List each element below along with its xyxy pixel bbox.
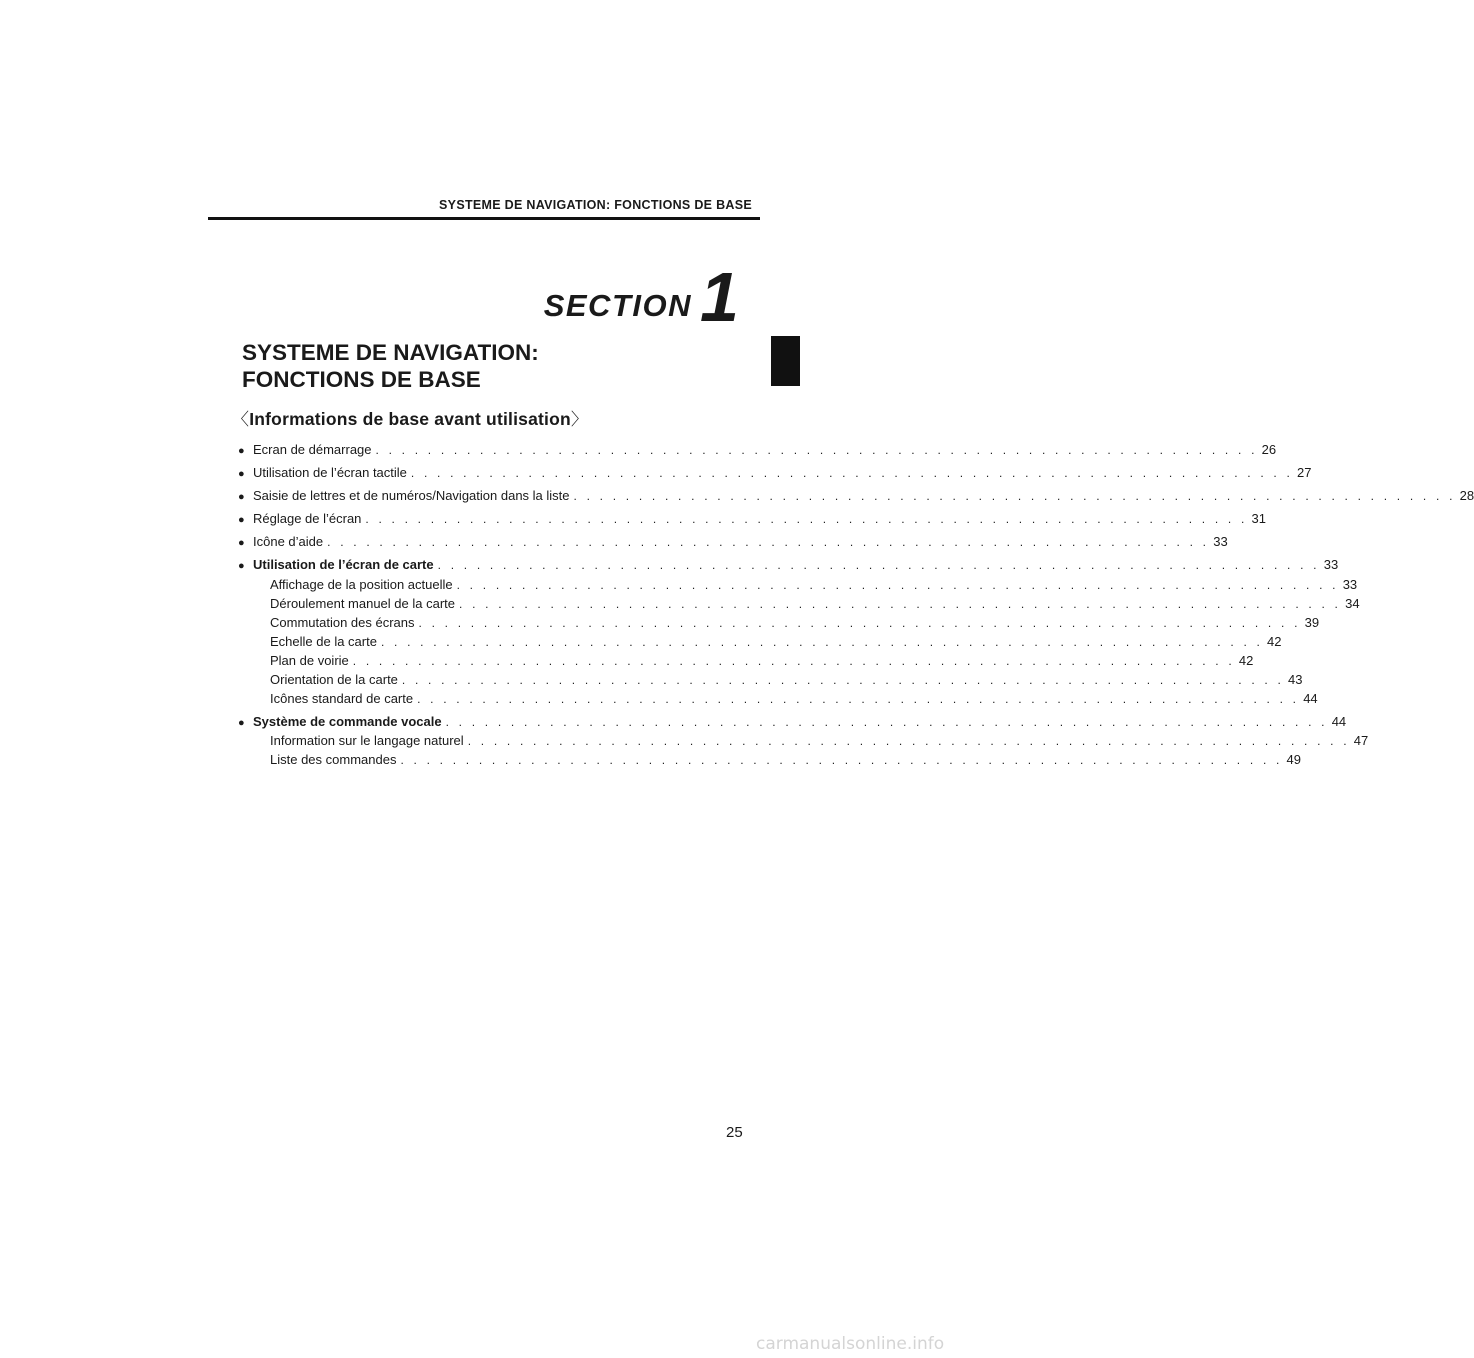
toc-entry-label: Icônes standard de carte [270, 691, 414, 706]
bullet-icon: ● [238, 468, 245, 480]
toc-dot-leader: . . . . . . . . . . . . . . . . . . . . . . . . . . . . . . . . . . . . . . . . . . . . . . . . . . . . . . . . . . . . . . . . . . . . [400, 753, 1283, 767]
toc-entry-page: 33 [1213, 534, 1228, 549]
toc-dot-leader: . . . . . . . . . . . . . . . . . . . . . . . . . . . . . . . . . . . . . . . . . . . . . . . . . . . . . . . . . . . . . . . . . . . . [418, 616, 1301, 630]
toc-entry-commande-vocale[interactable] [238, 714, 1347, 732]
toc-entry-label: Utilisation de l’écran de carte [253, 557, 434, 572]
toc-subentry-langage-naturel[interactable] [270, 733, 1369, 751]
toc-entry-label: Réglage de l’écran [253, 511, 362, 526]
toc-entry-icone-aide[interactable] [238, 534, 1228, 552]
toc-entry-page: 42 [1267, 634, 1282, 649]
subheading-close-bracket: 〉 [570, 410, 589, 429]
toc-entry-saisie-lettres[interactable] [238, 488, 1474, 506]
toc-entry-page: 31 [1251, 511, 1266, 526]
toc-entry-label: Liste des commandes [270, 752, 397, 767]
toc-entry-page: 47 [1353, 733, 1369, 748]
toc-subentry-icones-standard[interactable] [270, 691, 1318, 709]
toc-entry-label: Ecran de démarrage [253, 442, 372, 457]
toc-entry-page: 26 [1261, 442, 1277, 457]
subheading-open-bracket: 〈 [232, 410, 250, 429]
toc-subentry-echelle-carte[interactable] [270, 634, 1282, 652]
toc-entry-page: 28 [1459, 488, 1474, 503]
toc-dot-leader: . . . . . . . . . . . . . . . . . . . . . . . . . . . . . . . . . . . . . . . . . . . . . . . . . . . . . . . . . . . . . . . . . . . . [352, 654, 1235, 668]
header-rule [208, 217, 760, 220]
toc-entry-page: 33 [1323, 557, 1339, 572]
toc-subentry-orientation-carte[interactable] [270, 672, 1303, 690]
toc-dot-leader: . . . . . . . . . . . . . . . . . . . . . . . . . . . . . . . . . . . . . . . . . . . . . . . . . . . . . . . . . . . . . . . . . . . . [573, 489, 1456, 503]
toc-dot-leader: . . . . . . . . . . . . . . . . . . . . . . . . . . . . . . . . . . . . . . . . . . . . . . . . . . . . . . . . . . . . . . . . . . . . [417, 692, 1300, 706]
toc-entry-label: Utilisation de l’écran tactile [253, 465, 407, 480]
toc-entry-page: 34 [1345, 596, 1360, 611]
toc-entry-reglage-ecran[interactable] [238, 511, 1266, 529]
toc-dot-leader: . . . . . . . . . . . . . . . . . . . . . . . . . . . . . . . . . . . . . . . . . . . . . . . . . . . . . . . . . . . . . . . . . . . . [365, 512, 1248, 526]
toc-dot-leader: . . . . . . . . . . . . . . . . . . . . . . . . . . . . . . . . . . . . . . . . . . . . . . . . . . . . . . . . . . . . . . . . . . . . [375, 443, 1258, 457]
section-title [242, 339, 722, 393]
bullet-icon: ● [238, 537, 245, 549]
toc-entry-label: Echelle de la carte [270, 634, 377, 649]
toc-dot-leader: . . . . . . . . . . . . . . . . . . . . . . . . . . . . . . . . . . . . . . . . . . . . . . . . . . . . . . . . . . . . . . . . . . . . [380, 635, 1264, 649]
toc-entry-page: 42 [1238, 653, 1254, 668]
toc-subentry-plan-voirie[interactable] [270, 653, 1254, 671]
toc-entry-ecran-tactile[interactable] [238, 465, 1312, 483]
toc-dot-leader: . . . . . . . . . . . . . . . . . . . . . . . . . . . . . . . . . . . . . . . . . . . . . . . . . . . . . . . . . . . . . . . . . . . . [467, 734, 1350, 748]
watermark: carmanualsonline.info [756, 1334, 945, 1354]
bullet-icon: ● [238, 445, 245, 457]
toc-entry-label: Système de commande vocale [253, 714, 442, 729]
toc-dot-leader: . . . . . . . . . . . . . . . . . . . . . . . . . . . . . . . . . . . . . . . . . . . . . . . . . . . . . . . . . . . . . . . . . . . . [401, 673, 1284, 687]
bullet-icon: ● [238, 717, 245, 729]
toc-entry-page: 43 [1288, 672, 1303, 687]
section-tab-marker [771, 336, 800, 386]
toc-entry-ecran-demarrage[interactable] [238, 442, 1277, 460]
section-title-line-1: SYSTEME DE NAVIGATION: [242, 340, 539, 365]
subheading [232, 405, 732, 430]
toc-entry-label: Plan de voirie [270, 653, 349, 668]
toc-dot-leader: . . . . . . . . . . . . . . . . . . . . . . . . . . . . . . . . . . . . . . . . . . . . . . . . . . . . . . . . . . . . . . . . . . . . [456, 578, 1339, 592]
toc-entry-label: Icône d’aide [253, 534, 324, 549]
toc-subentry-position-actuelle[interactable] [270, 577, 1358, 595]
subheading-text: Informations de base avant utilisation [249, 409, 571, 429]
toc-entry-page: 44 [1331, 714, 1347, 729]
bullet-icon: ● [238, 514, 245, 526]
toc-entry-page: 33 [1342, 577, 1358, 592]
toc-subentry-deroulement-manuel[interactable] [270, 596, 1360, 614]
toc-entry-page: 44 [1303, 691, 1318, 706]
toc-entry-label: Orientation de la carte [270, 672, 398, 687]
toc-entry-page: 27 [1297, 465, 1312, 480]
toc-entry-label: Saisie de lettres et de numéros/Navigation dans la liste [253, 488, 570, 503]
toc-entry-label: Déroulement manuel de la carte [270, 596, 455, 611]
toc-entry-label: Commutation des écrans [270, 615, 415, 630]
toc-entry-label: Information sur le langage naturel [270, 733, 464, 748]
toc-entry-ecran-carte[interactable] [238, 557, 1339, 575]
page-number: 25 [726, 1124, 743, 1141]
bullet-icon: ● [238, 560, 245, 572]
toc-entry-page: 39 [1304, 615, 1320, 630]
toc-dot-leader: . . . . . . . . . . . . . . . . . . . . . . . . . . . . . . . . . . . . . . . . . . . . . . . . . . . . . . . . . . . . . . . . . . . . [327, 535, 1210, 549]
toc-dot-leader: . . . . . . . . . . . . . . . . . . . . . . . . . . . . . . . . . . . . . . . . . . . . . . . . . . . . . . . . . . . . . . . . . . . . [437, 558, 1320, 572]
toc-dot-leader: . . . . . . . . . . . . . . . . . . . . . . . . . . . . . . . . . . . . . . . . . . . . . . . . . . . . . . . . . . . . . . . . . . . . [410, 466, 1293, 480]
section-number: 1 [700, 258, 739, 336]
running-header: SYSTEME DE NAVIGATION: FONCTIONS DE BASE [439, 198, 752, 212]
bullet-icon: ● [238, 491, 245, 503]
toc-subentry-liste-commandes[interactable] [270, 752, 1302, 770]
toc-dot-leader: . . . . . . . . . . . . . . . . . . . . . . . . . . . . . . . . . . . . . . . . . . . . . . . . . . . . . . . . . . . . . . . . . . . . [459, 597, 1342, 611]
toc-entry-label: Affichage de la position actuelle [270, 577, 453, 592]
section-title-line-2: FONCTIONS DE BASE [242, 367, 481, 392]
section-label: SECTION [543, 288, 692, 323]
toc-entry-page: 49 [1286, 752, 1302, 767]
toc-dot-leader: . . . . . . . . . . . . . . . . . . . . . . . . . . . . . . . . . . . . . . . . . . . . . . . . . . . . . . . . . . . . . . . . . . . . [445, 715, 1328, 729]
toc-subentry-commutation-ecrans[interactable] [270, 615, 1320, 633]
